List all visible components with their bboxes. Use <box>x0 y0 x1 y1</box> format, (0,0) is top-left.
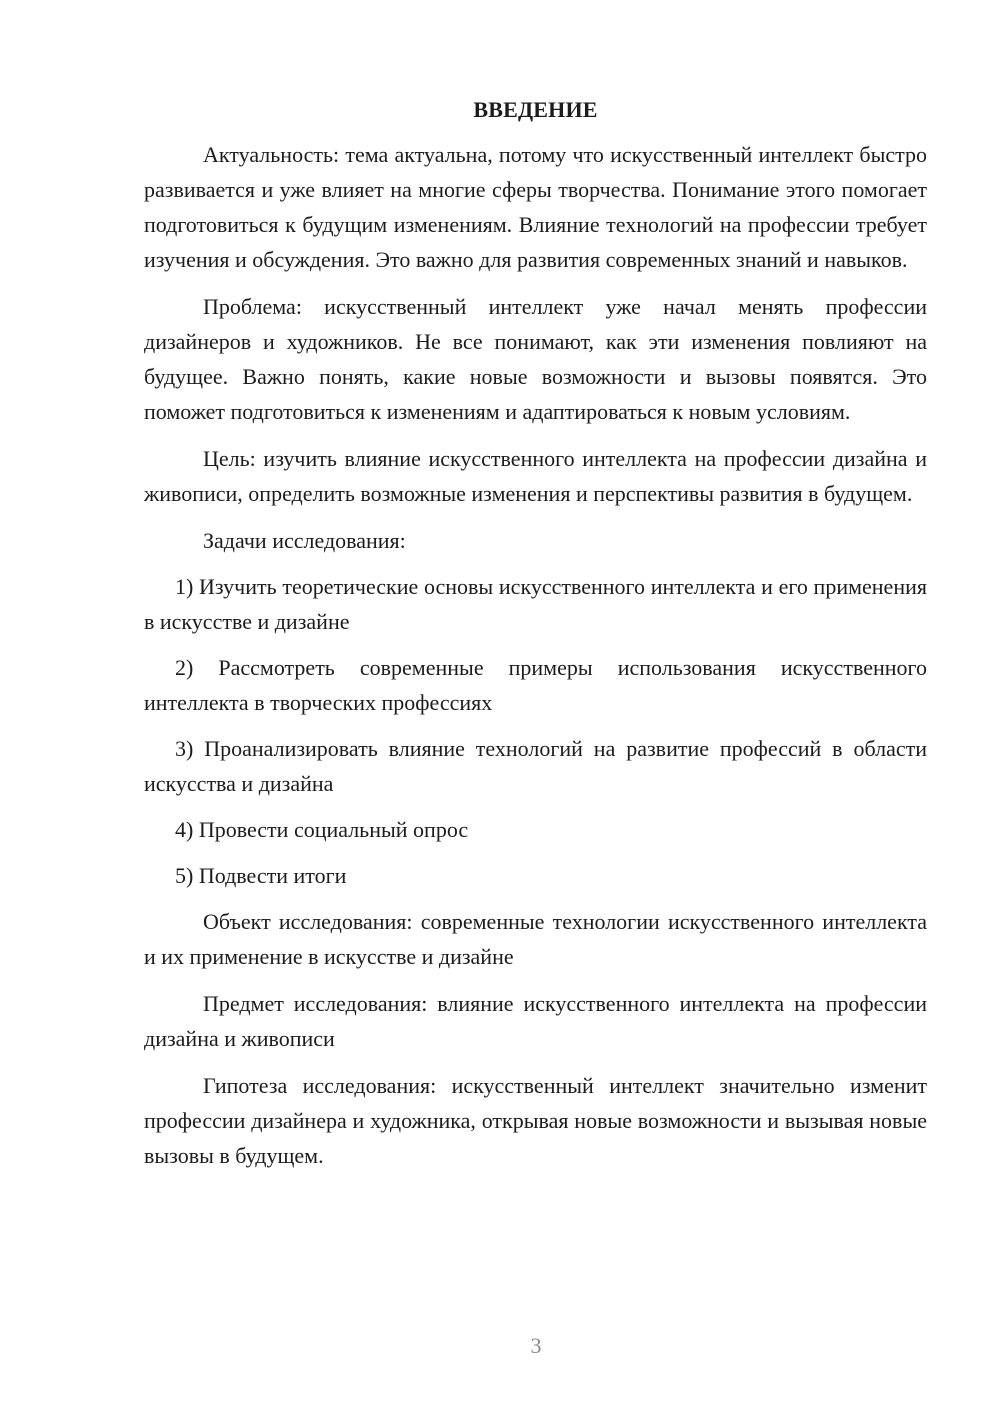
problem-paragraph: Проблема: искусственный интеллект уже начал менять профессии дизайнеров и художников. Не все понимают, как эти изменения повлияют на будущее. Важно понять, какие новые возможности и вызовы появятся. Это поможет подготовиться к изменениям и адаптироваться к новым условиям. <box>144 294 927 424</box>
relevance-paragraph: Актуальность: тема актуальна, потому что искусственный интеллект быстро развивается и уже влияет на многие сферы творчества. Понимание этого помогает подготовиться к будущим изменениям. Влияние технологий на профессии требует изучения и обсуждения. Это важно для развития современных знаний и навыков. <box>144 142 927 272</box>
object-paragraph: Объект исследования: современные технологии искусственного интеллекта и их применение в искусстве и дизайне <box>144 909 927 969</box>
task-item-4: 4) Провести социальный опрос <box>175 817 469 842</box>
task-item-5: 5) Подвести итоги <box>175 863 347 888</box>
task-item-1: 1) Изучить теоретические основы искусственного интеллекта и его применения в искусстве и дизайне <box>144 574 927 634</box>
hypothesis-paragraph: Гипотеза исследования: искусственный интеллект значительно изменит профессии дизайнера и художника, открывая новые возможности и вызывая новые вызовы в будущем. <box>144 1073 927 1168</box>
page-number: 3 <box>530 1333 542 1358</box>
task-item-3: 3) Проанализировать влияние технологий на развитие профессий в области искусства и дизайна <box>144 736 927 796</box>
tasks-heading: Задачи исследования: <box>203 528 406 553</box>
goal-paragraph: Цель: изучить влияние искусственного интеллекта на профессии дизайна и живописи, определить возможные изменения и перспективы развития в будущем. <box>144 446 927 506</box>
page-body <box>144 92 927 1185</box>
page-title: ВВЕДЕНИЕ <box>473 97 598 122</box>
task-item-2: 2) Рассмотреть современные примеры использования искусственного интеллекта в творческих профессиях <box>144 655 927 715</box>
subject-paragraph: Предмет исследования: влияние искусственного интеллекта на профессии дизайна и живописи <box>144 991 927 1051</box>
tasks-list <box>144 569 927 893</box>
